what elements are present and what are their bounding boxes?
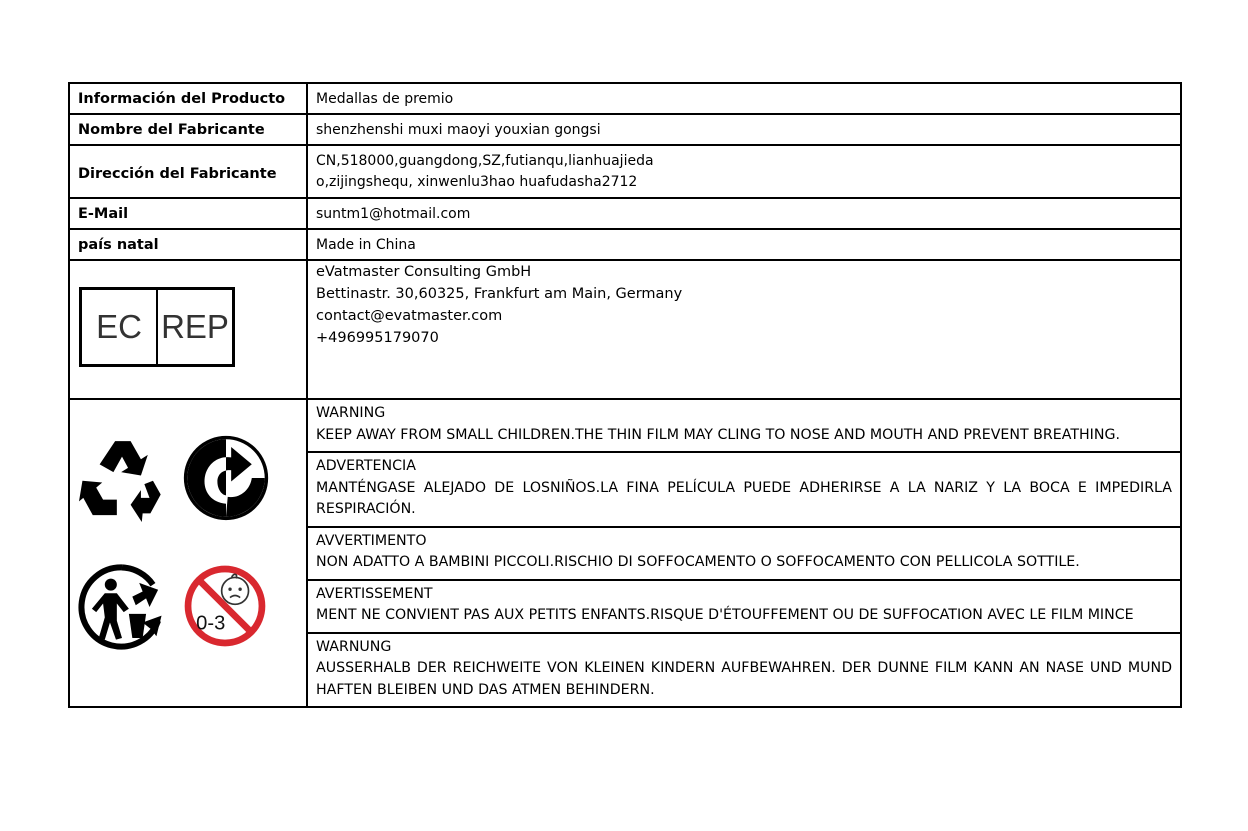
label-manufacturer-address: Dirección del Fabricante: [69, 145, 307, 198]
symbols-cell: [69, 399, 307, 707]
warning-block-fr: [308, 579, 1180, 632]
warning-heading: WARNUNG: [316, 638, 392, 655]
value-manufacturer-address: [307, 145, 1181, 198]
warning-text: KEEP AWAY FROM SMALL CHILDREN.THE THIN FILM MAY CLING TO NOSE AND MOUTH AND PREVENT BREATHING.: [316, 426, 1120, 443]
value-manufacturer-name: shenzhenshi muxi maoyi youxian gongsi: [307, 114, 1181, 145]
warning-heading: ADVERTENCIA: [316, 458, 416, 474]
table-row: [69, 198, 1181, 229]
ec-rep-details: [307, 260, 1181, 399]
ec-rep-address: Bettinastr. 30,60325, Frankfurt am Main, Germany: [316, 286, 683, 302]
not-for-0-3-icon: [183, 564, 267, 648]
ec-rep-mark: [79, 287, 235, 367]
symbols-panel: [70, 400, 306, 703]
label-manufacturer-name: Nombre del Fabricante: [69, 114, 307, 145]
value-country-of-origin: Made in China: [307, 229, 1181, 260]
green-dot-icon: [183, 435, 269, 521]
ec-rep-mark-right: REP: [161, 308, 229, 345]
ec-rep-cell: [69, 260, 307, 399]
warning-block-it: [308, 526, 1180, 579]
address-line: CN,518000,guangdong,SZ,futianqu,lianhuajieda: [316, 153, 654, 169]
product-info-table: [68, 82, 1182, 708]
warning-text: MENT NE CONVIENT PAS AUX PETITS ENFANTS.RISQUE D'ÉTOUFFEMENT OU DE SUFFOCATION AVEC LE FILM MINCE: [316, 607, 1134, 623]
value-email: suntm1@hotmail.com: [307, 198, 1181, 229]
ec-rep-mark-left: EC: [82, 290, 158, 364]
age-range-label: 0-3: [196, 612, 226, 635]
table-row: [69, 260, 1181, 399]
warning-text: MANTÉNGASE ALEJADO DE LOSNIÑOS.LA FINA PELÍCULA PUEDE ADHERIRSE A LA NARIZ Y LA BOCA E IMPEDIRLA RESPIRACIÓN.: [316, 479, 1172, 517]
warning-text: AUSSERHALB DER REICHWEITE VON KLEINEN KINDERN AUFBEWAHREN. DER DUNNE FILM KANN AN NASE UND MUND HAFTEN BLEIBEN UND DAS ATMEN BEHINDERN.: [316, 660, 1172, 698]
label-country-of-origin: país natal: [69, 229, 307, 260]
label-product-info: Información del Producto: [69, 83, 307, 114]
warning-text: NON ADATTO A BAMBINI PICCOLI.RISCHIO DI SOFFOCAMENTO O SOFFOCAMENTO CON PELLICOLA SOTTILE.: [316, 554, 1080, 570]
warning-heading: AVVERTIMENTO: [316, 532, 427, 549]
ec-rep-email: contact@evatmaster.com: [316, 308, 503, 324]
table-row: [69, 145, 1181, 198]
ec-rep-company: eVatmaster Consulting GmbH: [316, 264, 532, 280]
ec-rep-phone: +496995179070: [316, 330, 439, 346]
warning-heading: AVERTISSEMENT: [316, 585, 433, 602]
tidyman-icon: [78, 564, 166, 650]
warnings-cell: [307, 399, 1181, 707]
table-row: [69, 399, 1181, 707]
table-row: [69, 83, 1181, 114]
table-row: [69, 114, 1181, 145]
table-row: [69, 229, 1181, 260]
warning-heading: WARNING: [316, 405, 386, 421]
warning-block-en: [316, 400, 1172, 451]
warning-block-de: [308, 632, 1180, 707]
label-email: E-Mail: [69, 198, 307, 229]
recycling-icon: [78, 436, 166, 522]
address-line: o,zijingshequ, xinwenlu3hao huafudasha2712: [316, 174, 638, 190]
warning-block-es: [308, 451, 1180, 526]
value-product-info: Medallas de premio: [307, 83, 1181, 114]
